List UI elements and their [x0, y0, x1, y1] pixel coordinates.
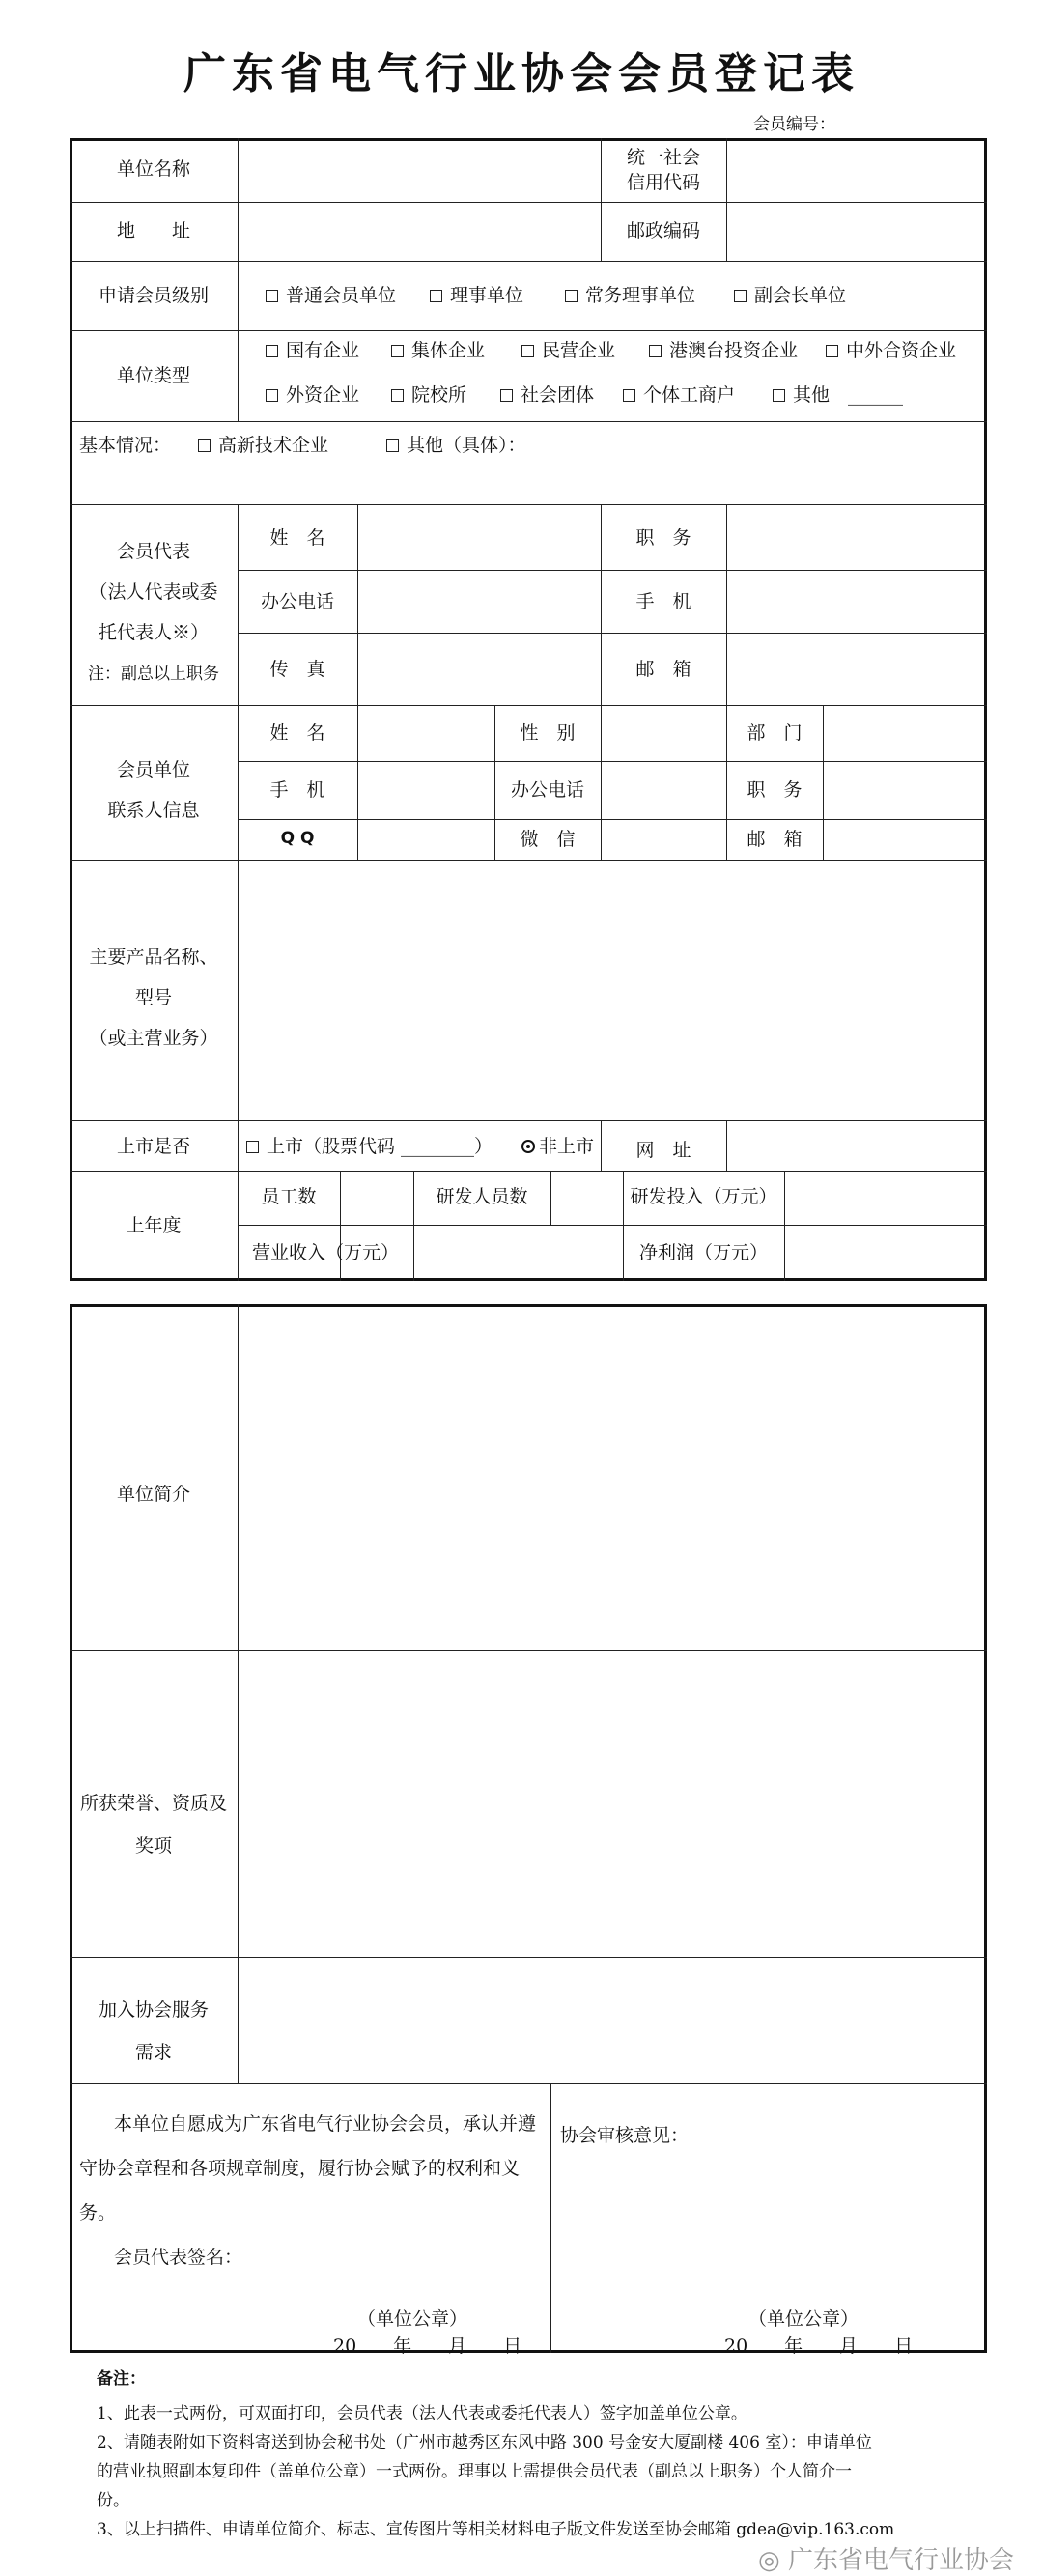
credit-code-label-1: 统一社会 [626, 147, 700, 168]
rep-email-label: 邮 箱 [635, 659, 691, 680]
credit-code-field[interactable] [730, 143, 983, 199]
checkbox-icon [522, 345, 534, 357]
checkbox-icon [649, 345, 662, 357]
checkbox-icon [386, 439, 399, 452]
declaration-line-2: 守协会章程和各项规章制度，履行协会赋予的权利和义 [79, 2158, 521, 2179]
rep-fax-label: 传 真 [269, 659, 325, 680]
checkbox-icon [391, 345, 404, 357]
type-option-individual[interactable]: 个体工商户 [623, 384, 735, 407]
note-item-1: 1、此表一式两份，可双面打印，会员代表（法人代表或委托代表人）签字加盖单位公章。 [97, 2404, 747, 2423]
type-option-institute[interactable]: 院校所 [391, 384, 466, 407]
date-label: 20 年 月 日 [333, 2335, 522, 2357]
honors-field[interactable] [241, 1654, 983, 1953]
products-label-3: （或主营业务） [89, 1028, 218, 1049]
rep-label-1: 会员代表 [116, 541, 190, 562]
honors-label-1: 所获荣誉、资质及 [79, 1793, 227, 1814]
needs-label-2: 需求 [134, 2042, 172, 2063]
review-field[interactable] [556, 2156, 981, 2301]
contact-office-phone-label: 办公电话 [510, 779, 584, 801]
note-item-2: 2、请随表附如下资料寄送到协会秘书处（广州市越秀区东风中路 300 号金安大厦副楼 406 室）：申请单位 [97, 2433, 872, 2452]
credit-code-label-2: 信用代码 [626, 172, 700, 193]
products-field[interactable] [241, 863, 983, 1117]
type-option-hk-macao-tw[interactable]: 港澳台投资企业 [649, 340, 798, 362]
level-option-director[interactable]: 理事单位 [430, 285, 523, 307]
contact-label-1: 会员单位 [116, 759, 190, 780]
intro-field[interactable] [241, 1308, 983, 1646]
checkbox-icon [266, 389, 278, 402]
checkbox-icon [826, 345, 838, 357]
declaration-line-1: 本单位自愿成为广东省电气行业协会会员，承认并遵 [114, 2113, 537, 2135]
address-label: 地 址 [116, 220, 190, 241]
type-option-foreign[interactable]: 外资企业 [266, 384, 359, 407]
level-option-standing-director[interactable]: 常务理事单位 [565, 285, 695, 307]
checkbox-icon [266, 345, 278, 357]
page-title: 广东省电气行业协会会员登记表 [183, 49, 860, 99]
seal-label: （单位公章） [357, 2308, 468, 2330]
rd-invest-label: 研发投入（万元） [630, 1186, 777, 1207]
rep-label-2: （法人代表或委 [89, 581, 218, 603]
rd-staff-label: 研发人员数 [436, 1186, 528, 1207]
checkbox-icon [500, 389, 513, 402]
honors-label-2: 奖项 [134, 1835, 172, 1856]
contact-dept-label: 部 门 [747, 722, 803, 744]
revenue-label: 营业收入（万元） [251, 1242, 399, 1263]
type-option-social-org[interactable]: 社会团体 [500, 384, 594, 407]
type-option-private[interactable]: 民营企业 [522, 340, 615, 362]
basic-info-label: 基本情况： [79, 435, 172, 456]
needs-field[interactable] [241, 1961, 983, 2080]
checkbox-icon [623, 389, 635, 402]
listed-label: 上市是否 [116, 1136, 190, 1157]
note-item-5: 3、以上扫描件、申请单位简介、标志、宣传图片等相关材料电子版文件发送至协会邮箱 gdea@vip.163.com [97, 2520, 895, 2539]
listed-option-no[interactable]: 非上市 [522, 1136, 594, 1158]
watermark: ◎ 广东省电气行业协会 [758, 2546, 1014, 2575]
checkbox-icon [246, 1141, 259, 1153]
rep-name-label: 姓 名 [269, 527, 325, 549]
contact-name-label: 姓 名 [269, 722, 325, 744]
profit-label: 净利润（万元） [638, 1242, 768, 1263]
unit-type-label: 单位类型 [116, 365, 190, 386]
level-option-ordinary[interactable]: 普通会员单位 [266, 285, 396, 307]
unit-name-label: 单位名称 [116, 158, 190, 180]
needs-label-1: 加入协会服务 [98, 1999, 209, 2021]
rep-label-3: 托代表人※） [98, 622, 209, 643]
radio-selected-icon [522, 1140, 535, 1153]
note-item-4: 份。 [97, 2491, 129, 2510]
contact-mobile-label: 手 机 [269, 779, 325, 801]
checkbox-icon [773, 389, 785, 402]
postcode-label: 邮政编码 [626, 220, 700, 241]
checkbox-icon [198, 439, 211, 452]
address-field[interactable] [241, 205, 597, 258]
wechat-icon: ◎ [758, 2546, 788, 2575]
member-no-label: 会员编号： [753, 115, 835, 134]
checkbox-icon [266, 290, 278, 302]
rep-office-phone-label: 办公电话 [260, 591, 334, 612]
contact-label-2: 联系人信息 [107, 800, 200, 821]
seal-label-2: （单位公章） [748, 2308, 860, 2330]
contact-qq-label: Q Q [280, 829, 315, 848]
rep-note: 注：副总以上职务 [88, 665, 219, 684]
products-label-2: 型号 [134, 987, 172, 1008]
checkbox-icon [391, 389, 404, 402]
last-year-label: 上年度 [126, 1215, 182, 1236]
type-option-other[interactable]: 其他 ______ [773, 384, 903, 407]
checkbox-icon [430, 290, 442, 302]
unit-name-field[interactable] [241, 143, 597, 199]
member-level-label: 申请会员级别 [98, 285, 209, 306]
checkbox-icon [734, 290, 747, 302]
note-item-3: 的营业执照副本复印件（盖单位公章）一式两份。理事以上需提供会员代表（副总以上职务）个人简介一 [97, 2462, 852, 2481]
rep-position-label: 职 务 [635, 527, 691, 549]
type-option-joint-venture[interactable]: 中外合资企业 [826, 340, 956, 362]
rep-sign-label: 会员代表签名： [114, 2247, 243, 2268]
basic-option-hightech[interactable]: 高新技术企业 [198, 435, 328, 457]
intro-label: 单位简介 [116, 1484, 190, 1505]
contact-gender-label: 性 别 [520, 722, 576, 744]
checkbox-icon [565, 290, 578, 302]
review-label: 协会审核意见： [560, 2125, 690, 2146]
contact-wechat-label: 微 信 [520, 829, 576, 850]
declaration-line-3: 务。 [79, 2202, 117, 2223]
type-option-collective[interactable]: 集体企业 [391, 340, 485, 362]
date-label-2: 20 年 月 日 [724, 2335, 914, 2357]
basic-option-other[interactable]: 其他（具体）： [386, 435, 526, 457]
contact-email-label: 邮 箱 [747, 829, 803, 850]
employees-label: 员工数 [261, 1186, 317, 1207]
rep-mobile-label: 手 机 [635, 591, 691, 612]
postcode-field[interactable] [730, 205, 983, 258]
listed-option-yes[interactable]: 上市（股票代码 ________） [246, 1136, 493, 1158]
contact-position-label: 职 务 [747, 779, 803, 801]
level-option-vice-president[interactable]: 副会长单位 [734, 285, 846, 307]
type-option-state-owned[interactable]: 国有企业 [266, 340, 359, 362]
notes-heading: 备注： [97, 2369, 146, 2389]
products-label-1: 主要产品名称、 [89, 947, 218, 968]
website-label: 网 址 [635, 1140, 691, 1161]
